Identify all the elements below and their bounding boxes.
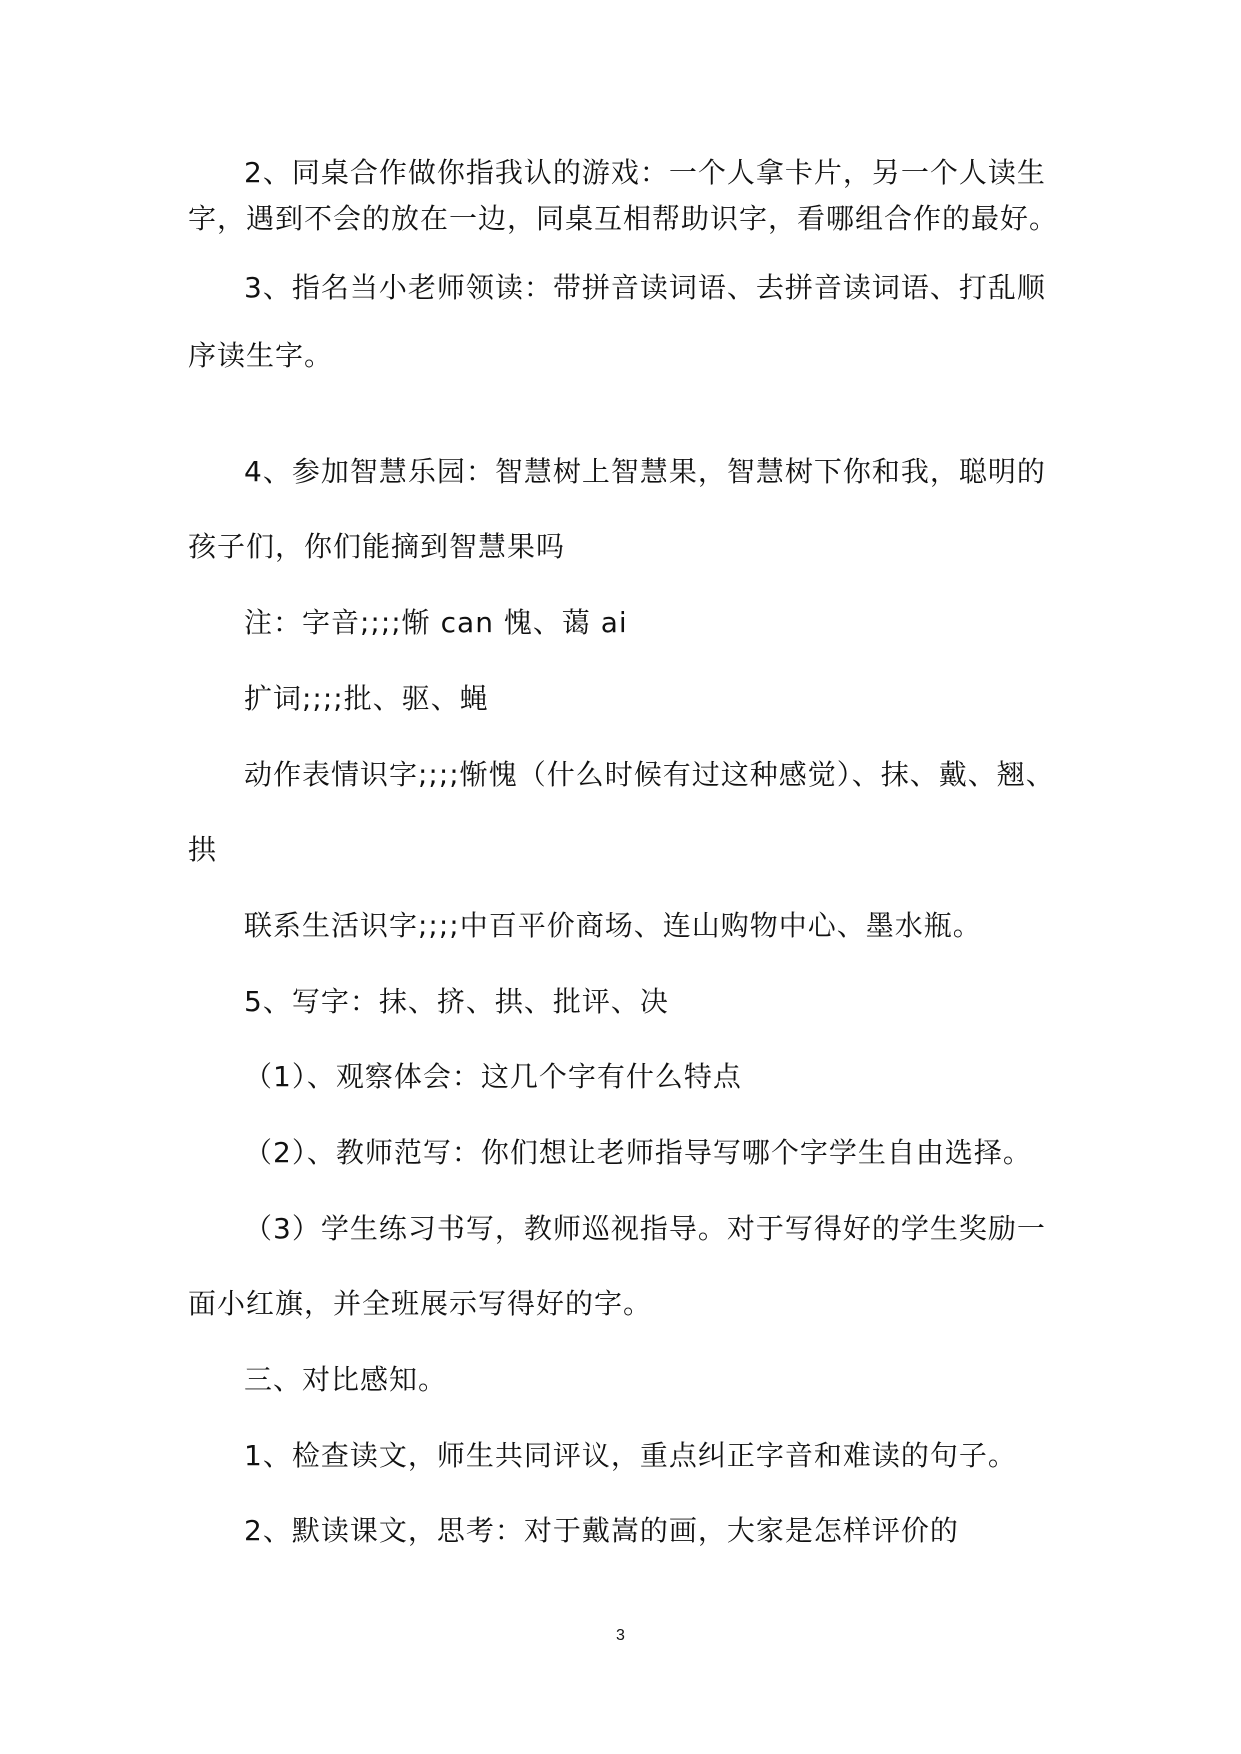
paragraph-line: 1、检查读文，师生共同评议，重点纠正字音和难读的句子。 [244,1439,1017,1472]
page-number: 3 [616,1627,625,1644]
paragraph-line: 联系生活识字;;;;中百平价商场、连山购物中心、墨水瓶。 [244,909,982,942]
paragraph-line: 3、指名当小老师领读：带拼音读词语、去拼音读词语、打乱顺 [244,271,1046,304]
paragraph-line: 4、参加智慧乐园：智慧树上智慧果，智慧树下你和我，聪明的 [244,455,1046,488]
paragraph-line: 字，遇到不会的放在一边，同桌互相帮助识字，看哪组合作的最好。 [188,202,1059,235]
paragraph-line: 扩词;;;;批、驱、蝇 [244,682,489,715]
paragraph-line: 拱 [188,833,218,866]
paragraph-line: 5、写字：抹、挤、拱、批评、决 [244,985,669,1018]
paragraph-line: 孩子们，你们能摘到智慧果吗 [188,530,566,563]
paragraph-line: 2、同桌合作做你指我认的游戏：一个人拿卡片，另一个人读生 [244,156,1046,189]
paragraph-line: 序读生字。 [188,339,334,372]
paragraph-line: （3）学生练习书写，教师巡视指导。对于写得好的学生奖励一 [244,1212,1046,1245]
paragraph-line: 面小红旗，并全班展示写得好的字。 [188,1287,653,1320]
paragraph-line: （2）、教师范写：你们想让老师指导写哪个字学生自由选择。 [244,1136,1032,1169]
paragraph-line: 动作表情识字;;;;惭愧（什么时候有过这种感觉）、抹、戴、翘、 [244,758,1055,791]
paragraph-line: 注：字音;;;;惭 can 愧、蔼 ai [244,606,628,639]
paragraph-line: 2、默读课文，思考：对于戴嵩的画，大家是怎样评价的 [244,1514,959,1547]
paragraph-line: 三、对比感知。 [244,1363,448,1396]
paragraph-line: （1）、观察体会：这几个字有什么特点 [244,1060,742,1093]
